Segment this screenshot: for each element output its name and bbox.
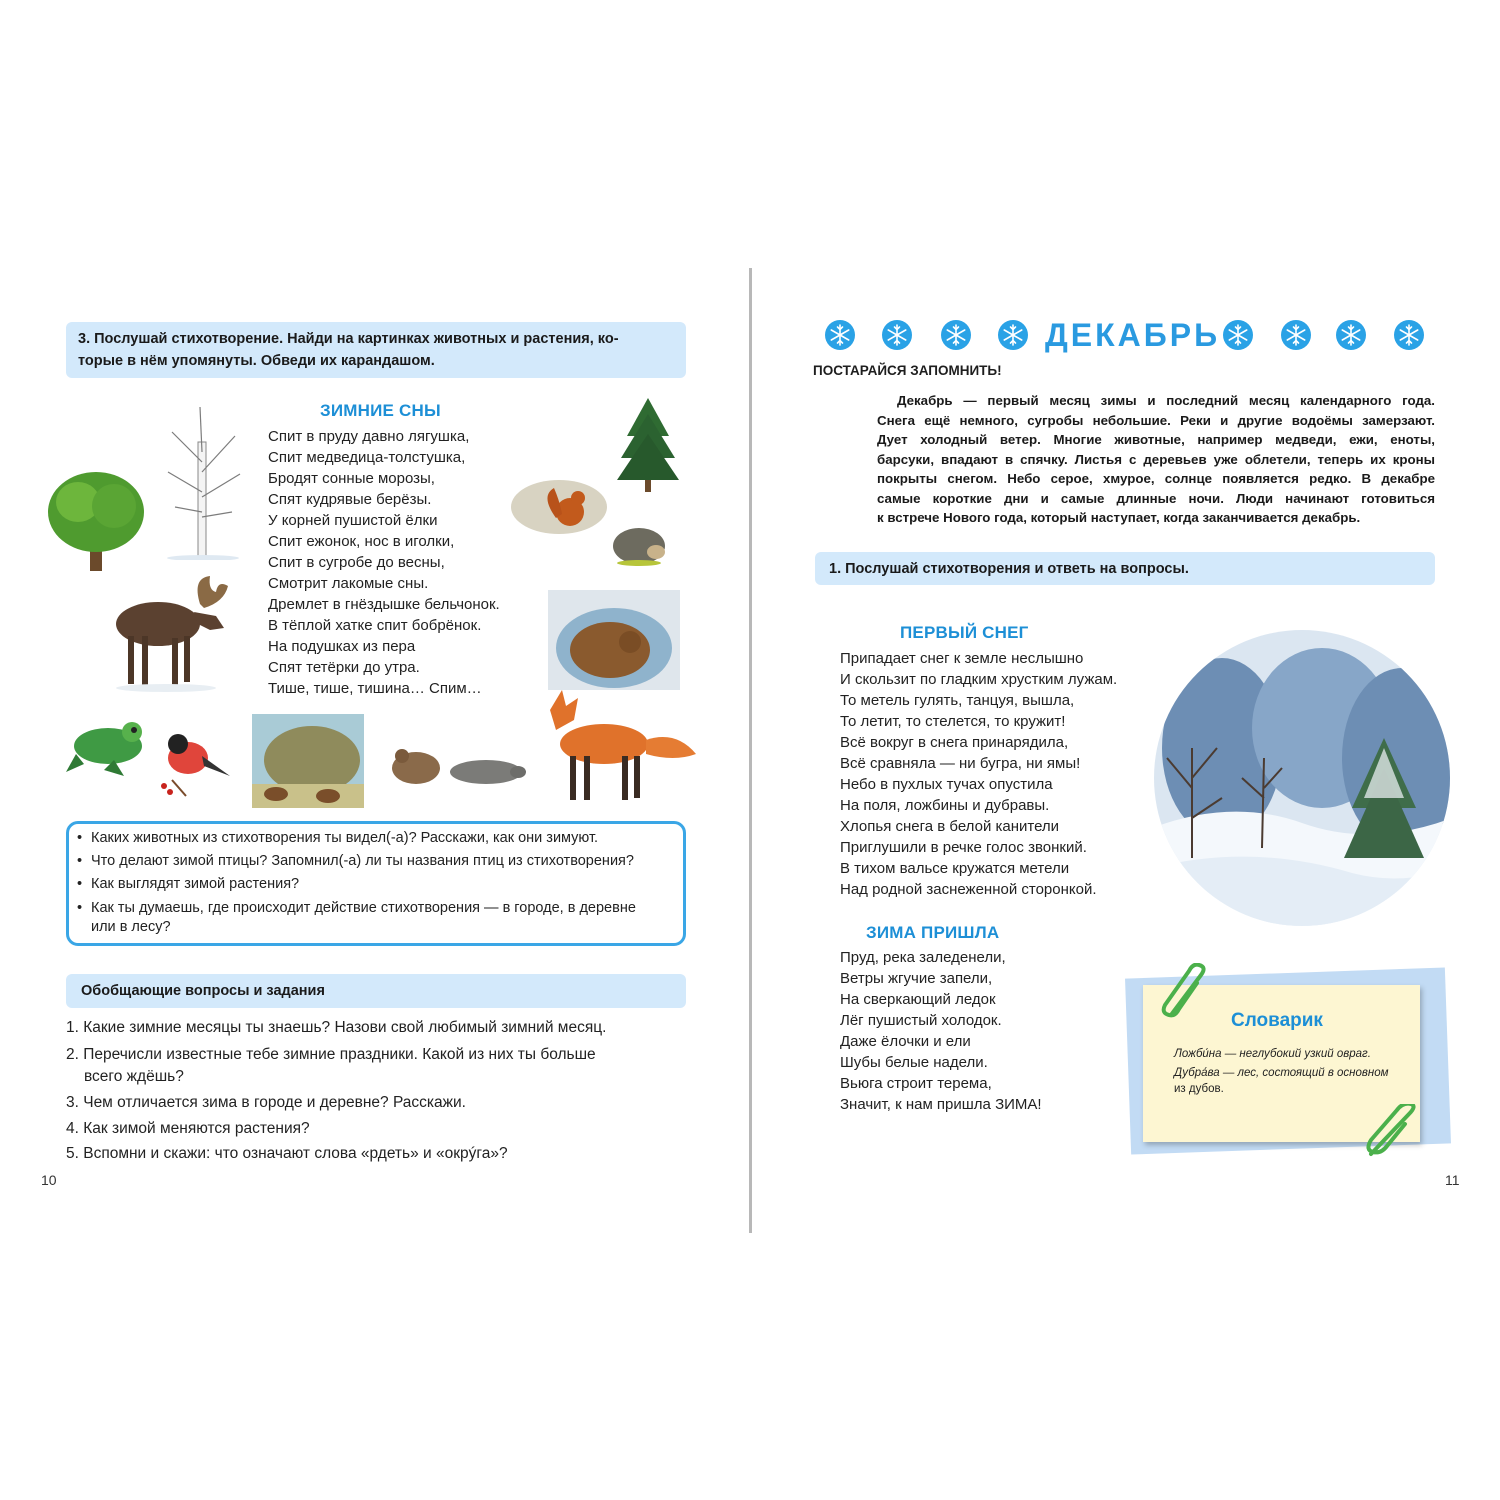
poem-line: Всё вокруг в снега принарядила,: [840, 734, 1069, 751]
poem-line: Лёг пушистый холодок.: [840, 1012, 1002, 1029]
paragraph-line: к встрече Нового года, который наступает, когда заканчивается декабрь.: [877, 510, 1361, 525]
poem-line: На сверкающий ледок: [840, 991, 996, 1008]
question-item: Что делают зимой птицы? Запомнил(-а) ли ты названия птиц из стихотворения?: [91, 853, 634, 869]
snowflake-icon: [998, 320, 1028, 350]
dictionary-title: Словарик: [1231, 1010, 1323, 1031]
paragraph-line: Дует холодный ветер. Многие животные, например медведи, ежи, еноты,: [877, 432, 1435, 447]
poem-line: Ветры жгучие запели,: [840, 970, 993, 987]
task1-header: [815, 552, 1435, 585]
poem-line: Спят тетёрки до утра.: [268, 659, 420, 676]
poem-line: Хлопья снега в белой канители: [840, 818, 1060, 835]
moose-illustration: [106, 572, 230, 694]
poem2-title: ПЕРВЫЙ СНЕГ: [900, 623, 1029, 642]
poem-line: То метель гулять, танцуя, вышла,: [840, 692, 1075, 709]
paragraph-line: Декабрь — первый месяц зимы и последний месяц календарного года.: [897, 393, 1435, 408]
general-question-item: 3. Чем отличается зима в городе и деревне? Расскажи.: [66, 1094, 466, 1111]
squirrel-illustration: [510, 478, 608, 536]
fox-illustration: [526, 690, 698, 802]
poem-line: Спит ежонок, нос в иголки,: [268, 533, 455, 550]
poem-line: Над родной заснеженной сторонкой.: [840, 881, 1097, 898]
page-number-left: 10: [41, 1172, 57, 1188]
poem-line: На поля, ложбины и дубравы.: [840, 797, 1050, 814]
question-item: Как выглядят зимой растения?: [91, 876, 300, 892]
snowflake-icon: [882, 320, 912, 350]
snowflake-icon: [941, 320, 971, 350]
poem3-title: ЗИМА ПРИШЛА: [866, 923, 1000, 942]
month-title: ДЕКАБРЬ: [1045, 317, 1221, 353]
general-question-item: всего ждёшь?: [84, 1068, 184, 1085]
dictionary-entry-2: Дубра́ва — лес, состоящий в основном: [1174, 1067, 1389, 1079]
task3-line2: торые в нём упомянуты. Обведи их карандашом.: [78, 353, 435, 369]
poem-line: Всё сравняла — ни бугра, ни ямы!: [840, 755, 1081, 772]
poem-line: Небо в пухлых тучах опустила: [840, 776, 1053, 793]
paragraph-line: самые короткие дни и самые длинные ночи. Люди начинают готовиться: [877, 490, 1435, 506]
poem-line: Вьюга строит терема,: [840, 1075, 992, 1092]
black-grouse-illustration: [388, 738, 526, 794]
hedgehog-illustration: [610, 520, 668, 566]
paragraph-line: Снега ещё немного, сугробы небольшие. Реки и другие водоёмы замерзают.: [877, 412, 1435, 428]
book-spine: [749, 268, 752, 1233]
general-questions-header: [66, 974, 686, 1008]
snowflake-icon: [1281, 320, 1311, 350]
oak-tree-illustration: [46, 464, 148, 574]
poem-line: Пруд, река заледенели,: [840, 949, 1006, 966]
question-item: Каких животных из стихотворения ты видел(-а)? Расскажи, как они зимуют.: [91, 830, 599, 846]
question-item: или в лесу?: [91, 919, 171, 935]
general-question-item: 1. Какие зимние месяцы ты знаешь? Назови свой любимый зимний месяц.: [66, 1019, 607, 1036]
poem-line: Спит в сугробе до весны,: [268, 554, 445, 571]
poem-line: На подушках из пера: [268, 638, 416, 655]
bear-den-illustration: [548, 590, 680, 690]
general-questions-title: Обобщающие вопросы и задания: [81, 983, 325, 999]
question-item: Как ты думаешь, где происходит действие стихотворения — в городе, в деревне: [91, 900, 636, 916]
poem-line: И скользит по гладким хрустким лужам.: [840, 671, 1118, 688]
task3-header: [66, 322, 686, 378]
bullet-icon: •: [77, 853, 83, 869]
poem-line: Шубы белые надели.: [840, 1054, 988, 1071]
task1-text: 1. Послушай стихотворения и ответь на вопросы.: [829, 561, 1189, 577]
dictionary-entry-2-cont: из дубов.: [1174, 1083, 1224, 1095]
poem-line: Значит, к нам пришла ЗИМА!: [840, 1096, 1042, 1113]
poem1-title: ЗИМНИЕ СНЫ: [320, 401, 441, 420]
general-question-item: 5. Вспомни и скажи: что означают слова «рдеть» и «окрýга»?: [66, 1145, 508, 1162]
winter-forest-illustration: [1152, 628, 1452, 928]
poem-line: Приглушили в речке голос звонкий.: [840, 839, 1087, 856]
remember-heading: ПОСТАРАЙСЯ ЗАПОМНИТЬ!: [813, 363, 1002, 378]
paragraph-line: барсуки, впадают в спячку. Листья с деревьев уже облетели, теперь их кроны: [877, 451, 1435, 467]
poem-line: У корней пушистой ёлки: [268, 512, 438, 529]
poem-line: То летит, то стелется, то кружит!: [840, 713, 1066, 730]
spruce-tree-illustration: [617, 396, 679, 494]
poem-line: Бродят сонные морозы,: [268, 470, 435, 487]
birch-tree-illustration: [160, 402, 246, 560]
page-number-right: 11: [1445, 1172, 1460, 1188]
poem-line: Спит медведица-толстушка,: [268, 449, 466, 466]
beaver-lodge-illustration: [252, 714, 364, 808]
general-question-item: 4. Как зимой меняются растения?: [66, 1120, 310, 1137]
bullfinch-illustration: [152, 726, 232, 798]
task3-line1: 3. Послушай стихотворение. Найди на картинках животных и растения, ко-: [78, 331, 619, 347]
snowflake-icon: [1223, 320, 1253, 350]
poem-line: В тёплой хатке спит бобрёнок.: [268, 617, 482, 634]
poem-line: Даже ёлочки и ели: [840, 1033, 971, 1050]
poem-line: Припадает снег к земле неслышно: [840, 650, 1084, 667]
snowflake-icon: [825, 320, 855, 350]
paperclip-icon: [1365, 1104, 1421, 1162]
poem-line: Тише, тише, тишина… Спим…: [268, 680, 482, 697]
bullet-icon: •: [77, 900, 83, 916]
paperclip-icon: [1157, 963, 1213, 1023]
poem-line: Спит в пруду давно лягушка,: [268, 428, 470, 445]
snowflake-icon: [1336, 320, 1366, 350]
poem-line: Спят кудрявые берёзы.: [268, 491, 432, 508]
bullet-icon: •: [77, 830, 83, 846]
paragraph-line: покрыты снегом. Небо серое, хмурое, солнце появляется редко. В декабре: [877, 471, 1435, 486]
poem-line: Дремлет в гнёздышке бельчонок.: [268, 596, 500, 613]
snowflake-icon: [1394, 320, 1424, 350]
frog-illustration: [64, 710, 150, 778]
bullet-icon: •: [77, 876, 83, 892]
dictionary-entry-1: Ложби́на — неглубокий узкий овраг.: [1174, 1048, 1371, 1060]
general-question-item: 2. Перечисли известные тебе зимние праздники. Какой из них ты больше: [66, 1046, 596, 1063]
poem-line: Смотрит лакомые сны.: [268, 575, 429, 592]
poem-line: В тихом вальсе кружатся метели: [840, 860, 1070, 877]
